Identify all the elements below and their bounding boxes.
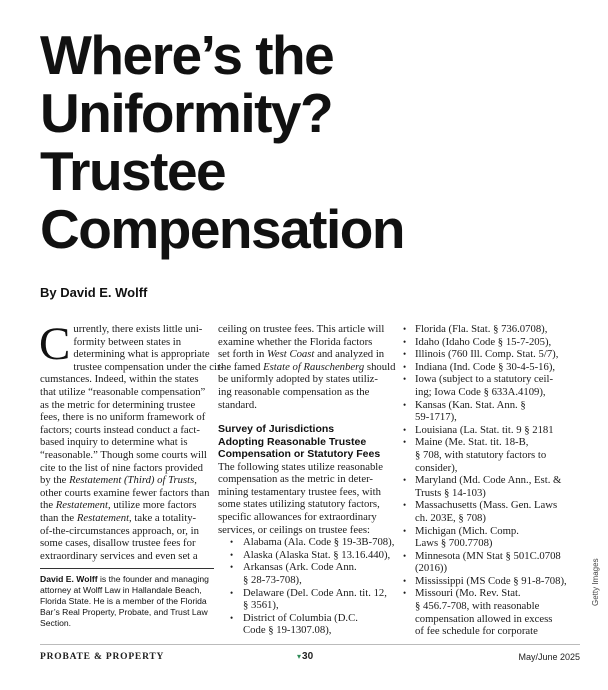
text-line: as the metric for determining trustee	[40, 398, 196, 411]
heading-line: Survey of Jurisdictions	[218, 423, 335, 436]
byline: By David E. Wolff	[40, 285, 148, 300]
italic-text: West Coast	[266, 348, 315, 361]
issue-date: May/June 2025	[518, 652, 580, 662]
text-line: mining testamentary trustee fees, with	[218, 485, 381, 498]
text-segment: should	[364, 360, 396, 373]
list-item-line: • Alaska (Alaska Stat. § 13.16.440),	[243, 548, 391, 561]
intro-text	[218, 461, 392, 537]
list-item-line: • Idaho (Idaho Code § 15-7-205),	[415, 335, 552, 348]
italic-text: Restatement	[55, 499, 108, 512]
list-item	[403, 550, 579, 575]
text-segment: and analyzed in	[314, 348, 385, 361]
list-item-line: § 456.7-708, with reasonable	[415, 600, 540, 613]
italic-text: Restatement (Third) of Trusts	[69, 474, 195, 487]
text-line: urrently, there exists little uni-	[73, 323, 203, 335]
list-item-line: Trusts § 14-103)	[415, 486, 486, 499]
list-item-line: • District of Columbia (D.C.	[243, 611, 358, 624]
column-3	[403, 323, 579, 638]
text-line: ing reasonable compensation as the	[218, 385, 370, 398]
text-segment: than the	[40, 511, 77, 524]
list-item	[403, 575, 579, 588]
list-item	[403, 348, 579, 361]
list-item-line: • Mississippi (MS Code § 91-8-708),	[415, 574, 567, 587]
italic-text: Restatement	[76, 511, 130, 524]
list-item-line: § 3561),	[243, 599, 279, 612]
title-line: Uniformity?	[40, 82, 333, 144]
text-line	[218, 360, 396, 374]
list-item-line: of fee schedule for corporate	[415, 625, 538, 638]
article-title	[40, 26, 580, 258]
list-item-line: ch. 203E, § 708)	[415, 511, 486, 524]
text-line: trustee compensation under the cir-	[73, 360, 224, 373]
list-item-line: • Maine (Me. Stat. tit. 18-B,	[415, 436, 529, 449]
text-line: cumstances. Indeed, within the states	[40, 373, 199, 386]
text-line: formity between states in	[73, 335, 182, 348]
text-segment: the famed	[218, 360, 264, 373]
text-line: cite to the list of nine factors provided	[40, 461, 203, 474]
author-bio	[40, 568, 214, 629]
list-item	[403, 323, 579, 336]
text-line: fees, there is no uniform framework of	[40, 411, 206, 424]
section-heading	[218, 423, 392, 461]
list-item-line: • Alabama (Ala. Code § 19-3B-708),	[243, 536, 395, 549]
list-item-line: Code § 19-1307.08),	[243, 624, 332, 637]
heading-line: Adopting Reasonable Trustee	[218, 435, 367, 448]
list-item	[403, 399, 579, 424]
bio-line: Bar’s Real Property, Probate, and Trust Law	[40, 607, 208, 617]
column-1	[39, 318, 224, 562]
list-item-line: • Delaware (Del. Code Ann. tit. 12,	[243, 586, 387, 599]
list-item	[218, 587, 392, 612]
text-line: services, or ceilings on trustee fees:	[218, 523, 370, 536]
title-line: Compensation	[40, 198, 404, 260]
list-item-line: • Missouri (Mo. Rev. Stat.	[415, 587, 521, 600]
text-line: “reasonable.” Though some courts will	[40, 448, 207, 461]
text-segment: set forth in	[218, 348, 267, 361]
list-item	[403, 499, 579, 524]
text-line	[40, 512, 214, 525]
list-item-line: • Iowa (subject to a statutory ceil-	[415, 373, 553, 386]
text-line: specific allowances for extraordinary	[218, 511, 377, 524]
list-item	[403, 373, 579, 398]
list-item-line: • Maryland (Md. Code Ann., Est. &	[415, 474, 562, 487]
publication-name: PROBATE & PROPERTY	[40, 652, 165, 662]
list-item-line: • Louisiana (La. Stat. tit. 9 § 2181	[415, 423, 554, 436]
text-line: The following states utilize reasonable	[218, 460, 384, 473]
text-line: compensation as the metric in deter-	[218, 473, 373, 486]
list-item-line: § 28-73-708),	[243, 574, 302, 586]
state-list	[403, 323, 579, 638]
text-segment: , utilize more factors	[107, 499, 197, 512]
author-name: David E. Wolff	[40, 574, 98, 584]
bio-line: is the founder and managing	[97, 574, 209, 584]
list-item-line: 59-1717),	[415, 411, 457, 424]
text-line: other courts examine fewer factors than	[40, 486, 210, 499]
body-text	[218, 323, 396, 411]
bio-line: Florida State. He is a member of the Florida	[40, 596, 207, 606]
italic-text: Estate of Rauschenberg	[263, 360, 365, 373]
photo-credit: Getty Images	[591, 558, 600, 606]
list-item	[403, 336, 579, 349]
text-line	[40, 474, 214, 487]
text-line: ceiling on trustee fees. This article will	[218, 323, 385, 335]
page-number-value: 30	[302, 651, 314, 662]
list-item	[403, 424, 579, 437]
text-line: of-the-circumstances approach, or, in	[40, 524, 199, 537]
list-item	[218, 561, 392, 586]
list-item-line: • Michigan (Mich. Comp.	[415, 524, 519, 537]
title-line: Trustee	[40, 140, 226, 202]
list-item	[218, 536, 395, 549]
list-item-line: ing; Iowa Code § 633A.4109),	[415, 385, 546, 398]
page-number	[297, 651, 313, 662]
text-line: examine whether the Florida factors	[218, 335, 373, 348]
list-item	[403, 436, 579, 474]
text-line	[218, 348, 392, 361]
list-item-line: • Massachusetts (Mass. Gen. Laws	[415, 499, 558, 512]
column-2	[218, 323, 396, 637]
text-segment: , take a totality-	[129, 511, 197, 524]
list-item	[403, 587, 579, 637]
text-line: determining what is appropriate	[73, 348, 210, 361]
text-line: factors; courts instead conduct a fact-	[40, 423, 200, 436]
text-line: extraordinary services and even set a	[40, 549, 198, 562]
text-line: that utilize “reasonable compensation”	[40, 385, 206, 398]
list-item-line: Laws § 700.7708)	[415, 537, 493, 550]
bio-line: attorney at Wolff Law in Hallandale Beach,	[40, 585, 202, 595]
heading-line: Compensation or Statutory Fees	[218, 448, 381, 461]
list-item-line: consider),	[415, 461, 458, 474]
list-item-line: • Illinois (760 Ill. Comp. Stat. 5/7),	[415, 348, 559, 361]
title-line: Where’s the	[40, 24, 334, 86]
list-item	[218, 612, 392, 637]
state-list	[218, 536, 395, 637]
list-item-line: compensation allowed in excess	[415, 612, 553, 625]
text-line: some states utilizing statutory factors,	[218, 498, 380, 511]
bio-line: Section.	[40, 618, 72, 628]
text-line	[40, 499, 214, 512]
text-segment: by the	[40, 474, 70, 487]
list-item-line: • Indiana (Ind. Code § 30-4-5-16),	[415, 360, 556, 373]
text-segment: ,	[194, 474, 197, 487]
list-item-line: • Arkansas (Ark. Code Ann.	[243, 561, 357, 574]
text-line: be uniformly adopted by states utiliz-	[218, 373, 378, 386]
list-item	[403, 525, 579, 550]
text-line: some cases, disallow trustee fees for	[40, 537, 196, 550]
list-item-line: • Kansas (Kan. Stat. Ann. §	[415, 398, 526, 411]
drop-cap: C	[39, 318, 71, 370]
list-item	[403, 361, 579, 374]
text-line: standard.	[218, 398, 257, 411]
text-segment: the	[40, 499, 56, 512]
list-item-line: § 708, with statutory factors to	[415, 448, 547, 461]
text-line: based inquiry to determine what is	[40, 436, 188, 449]
footer-divider	[40, 644, 580, 645]
list-item-line: (2016))	[415, 562, 448, 575]
list-item	[403, 474, 579, 499]
page-marker-icon: ▾	[297, 652, 302, 661]
list-item-line: • Minnesota (MN Stat § 501C.0708	[415, 549, 561, 562]
list-item-line: • Florida (Fla. Stat. § 736.0708),	[415, 323, 548, 335]
list-item	[218, 549, 392, 562]
